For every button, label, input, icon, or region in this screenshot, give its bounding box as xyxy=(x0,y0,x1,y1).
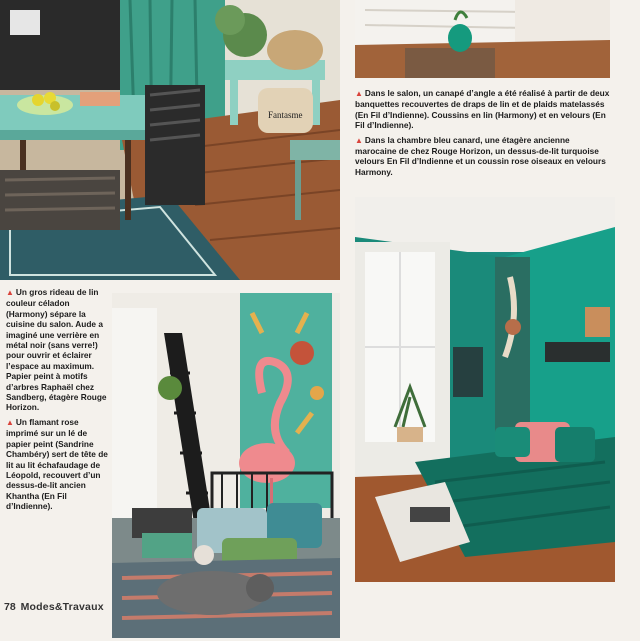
page-footer xyxy=(4,601,104,613)
page-number: 78 xyxy=(4,601,16,613)
caption-chambre-paragraph: ▲ Dans la chambre bleu canard, une étagère ancienne marocaine de chez Rouge Horizon, un dessus-de-lit turquoise velours En Fil d’Indienne et un coussin rose oiseaux en velours Harmony. xyxy=(355,134,606,177)
photo-teal-bedroom xyxy=(355,197,615,582)
triangle-bullet-icon: ▲ xyxy=(355,135,363,145)
caption-rideau-paragraph: ▲ Un gros rideau de lin couleur céladon (Harmony) sépare la cuisine du salon. Aude a imaginé une verrière en métal noir (sans verre!) pour ouvrir et éclairer l’espace au maximum. Papier peint à motifs d’arbres Raphaël chez Sandberg, étagère Rouge Horizon. xyxy=(6,287,107,413)
triangle-bullet-icon: ▲ xyxy=(6,417,14,427)
photo-kitchen xyxy=(0,0,340,280)
photo-bed-top xyxy=(355,0,610,78)
triangle-bullet-icon: ▲ xyxy=(6,288,14,297)
caption-salon-paragraph: ▲ Dans le salon, un canapé d’angle a été réalisé à partir de deux banquettes recouvertes de draps de lin et de plaids matelassés (En Fil d’Indienne). Coussins en lin (Harmony) et en velours (En Fil d’Indienne). xyxy=(355,88,610,131)
basket-text: Fantasme xyxy=(268,110,303,120)
photo-flamingo-bedroom xyxy=(112,293,340,638)
magazine-name: Modes&Travaux xyxy=(20,601,104,613)
triangle-bullet-icon: ▲ xyxy=(355,89,363,98)
caption-flamant-paragraph: ▲ Un flamant rose imprimé sur un lé de papier peint (Sandrine Chambéry) sert de tête de lit au lit échafaudage de Léopold, recouvert d’un dessus-de-lit ancien Khantha (En Fil d’Indienne). xyxy=(6,416,108,512)
caption-rideau xyxy=(6,287,110,516)
caption-salon xyxy=(355,88,610,181)
